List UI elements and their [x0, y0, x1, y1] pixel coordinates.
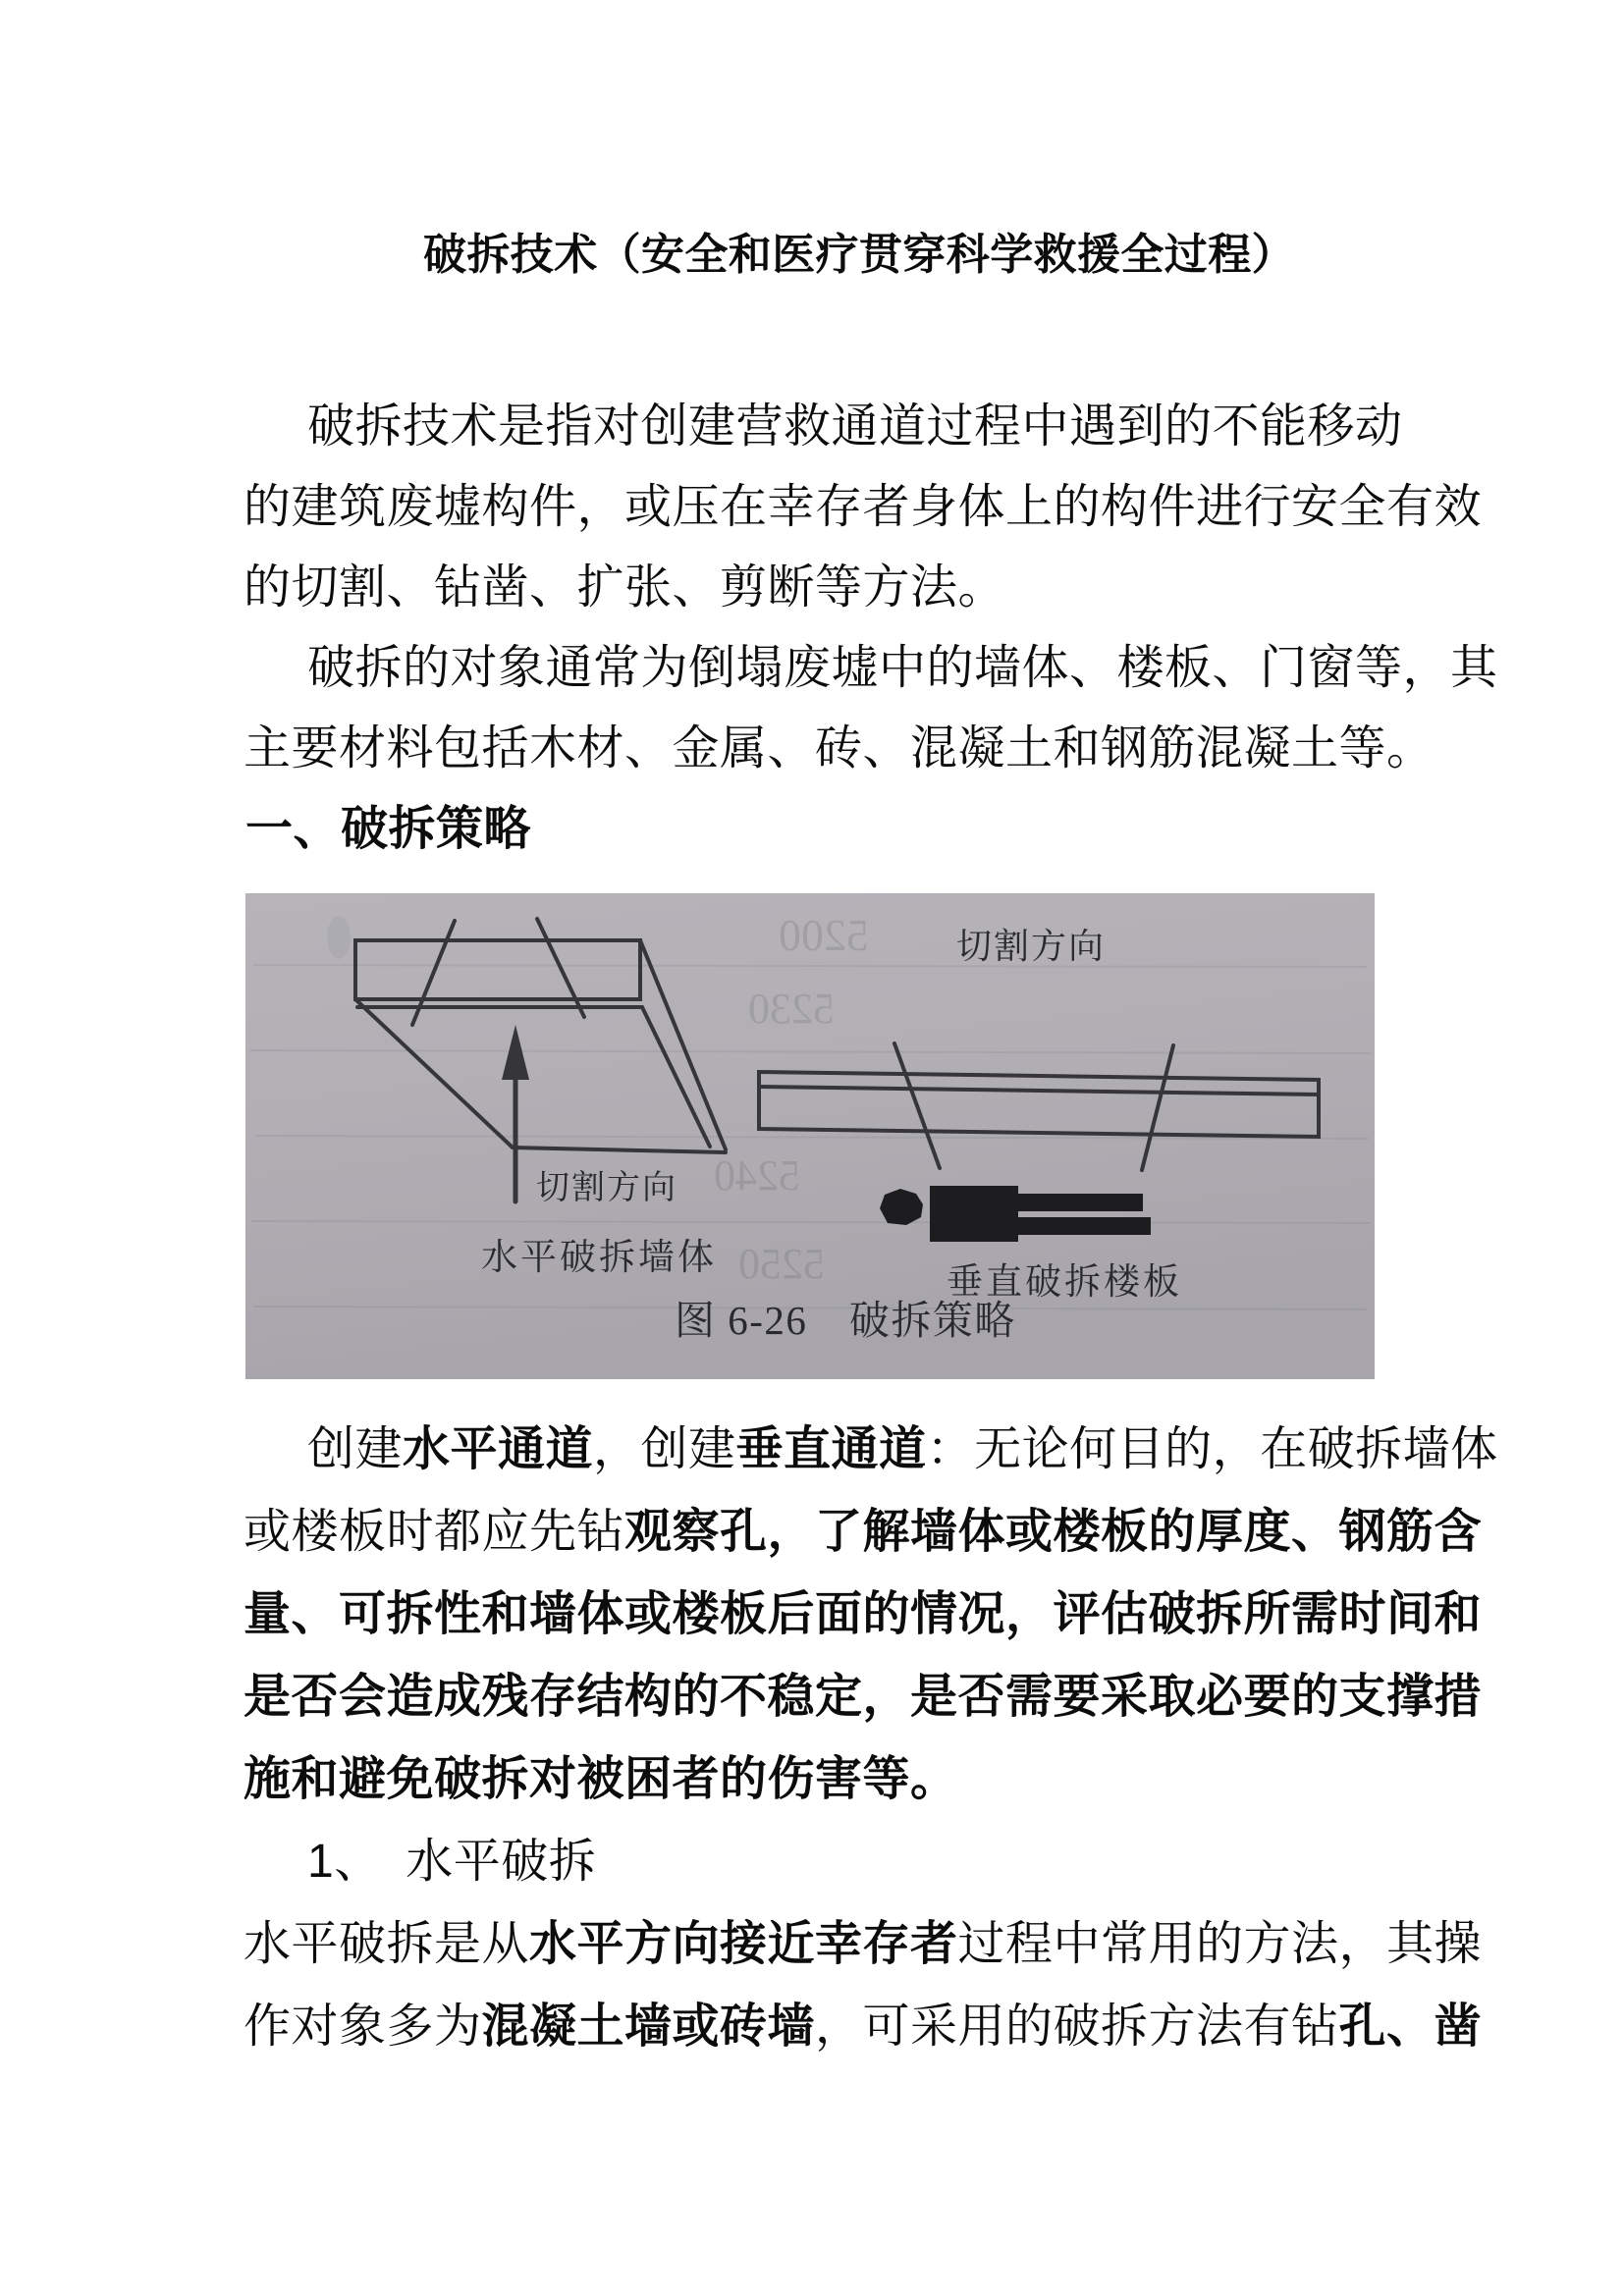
paragraph-1-line-1: 破拆技术是指对创建营救通道过程中遇到的不能移动 [307, 400, 1403, 453]
page-title: 破拆技术（安全和医疗贯穿科学救援全过程） [423, 231, 1295, 279]
p4-l2-s4: 孔、凿 [1338, 2001, 1483, 2053]
figure-label-cut-direction-right: 切割方向 [956, 927, 1107, 966]
demolition-strategy-figure [245, 893, 1375, 1379]
paragraph-3-line-1 [307, 1423, 1498, 1475]
ghost-digit: 5240 [714, 1151, 800, 1200]
p3-l1-s5: ：无论何目的，在破拆墙体 [926, 1423, 1498, 1475]
paragraph-3-line-3: 量、可拆性和墙体或楼板后面的情况，评估破拆所需时间和 [244, 1588, 1483, 1640]
section-heading-1: 一、破拆策略 [245, 803, 532, 855]
figure-6-26-photo [245, 893, 1375, 1379]
p3-l2-s1: 或楼板时都应先钻 [244, 1506, 625, 1558]
paragraph-4-line-2 [244, 2003, 1482, 2051]
ghost-digit: 5200 [779, 910, 869, 960]
p4-l1-s2: 水平方向接近幸存者 [529, 1918, 958, 1970]
p4-l2-s3: ，可采用的破拆方法有钻 [815, 2001, 1339, 2053]
p3-l1-s3: ，创建 [593, 1423, 736, 1475]
p4-l2-s1: 作对象多为 [244, 2001, 482, 2053]
paragraph-2-line-1: 破拆的对象通常为倒塌废墟中的墙体、楼板、门窗等，其 [307, 642, 1498, 694]
paragraph-3-line-5: 施和避免破拆对被困者的伤害等。 [244, 1753, 958, 1805]
list-item-1-horizontal-breaching: 1、 水平破拆 [307, 1836, 597, 1888]
figure-label-wall: 水平破拆墙体 [481, 1238, 717, 1278]
paragraph-1-line-2: 的建筑废墟构件，或压在幸存者身体上的构件进行安全有效 [244, 481, 1483, 533]
figure-caption: 图 6-26 破拆策略 [675, 1298, 1016, 1343]
figure-label-slab: 垂直破拆楼板 [947, 1262, 1182, 1303]
person-torso [930, 1186, 1018, 1242]
photo-smudge [327, 916, 351, 959]
p3-l1-s1: 创建 [307, 1423, 404, 1475]
p4-l1-s3: 过程中常用的方法，其操 [957, 1918, 1483, 1970]
paragraph-4-line-1 [244, 1918, 1483, 1970]
paragraph-3-line-2 [244, 1506, 1483, 1558]
person-leg-upper [1018, 1194, 1143, 1211]
p3-l1-s4: 垂直通道 [735, 1423, 927, 1475]
ghost-digit: 5230 [748, 985, 835, 1033]
paragraph-2-line-2: 主要材料包括木材、金属、砖、混凝土和钢筋混凝土等。 [244, 722, 1435, 774]
figure-label-cut-direction-left: 切割方向 [536, 1170, 677, 1206]
p3-l1-s2: 水平通道 [403, 1423, 594, 1475]
paragraph-1-line-3: 的切割、钻凿、扩张、剪断等方法。 [244, 561, 1006, 614]
ghost-digit: 5250 [738, 1240, 825, 1288]
p4-l2-s2: 混凝土墙或砖墙 [481, 2001, 816, 2053]
person-leg-lower [1018, 1217, 1151, 1235]
paragraph-3-line-4: 是否会造成残存结构的不稳定，是否需要采取必要的支撑措 [244, 1671, 1483, 1723]
p3-l2-s2: 观察孔，了解墙体或楼板的厚度、钢筋含 [624, 1506, 1483, 1558]
p4-l1-s1: 水平破拆是从 [244, 1918, 530, 1970]
